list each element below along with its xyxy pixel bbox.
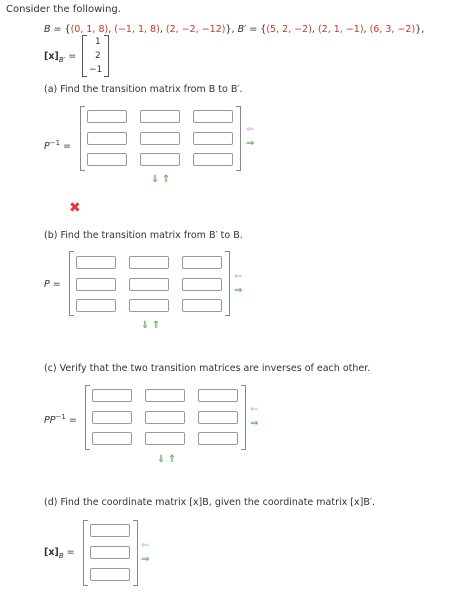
basis-comma: , bbox=[311, 24, 318, 35]
part-b-cell-1-3[interactable] bbox=[182, 256, 222, 269]
basis-b-vec3: (2, −2, −12) bbox=[165, 24, 226, 35]
part-c-matrix-label bbox=[44, 413, 77, 426]
part-c-bracket-right bbox=[241, 385, 246, 450]
part-b-bracket-left bbox=[69, 251, 74, 316]
part-a-cell-3-2[interactable] bbox=[140, 153, 180, 166]
part-c-pp-label: PP bbox=[44, 415, 56, 427]
basis-definition bbox=[44, 24, 424, 35]
coord-vector-value-2: 2 bbox=[95, 51, 101, 61]
part-b-remove-row-arrow-up-icon[interactable]: ⇑ bbox=[152, 320, 161, 331]
part-a-bracket-left bbox=[80, 106, 85, 171]
part-c-eq: = bbox=[65, 415, 77, 427]
coord-vector-value-1: 1 bbox=[95, 37, 101, 47]
part-c-cell-1-2[interactable] bbox=[145, 389, 185, 402]
part-b-eq: = bbox=[49, 279, 61, 290]
basis-comma: , bbox=[363, 24, 370, 35]
part-b-cell-1-2[interactable] bbox=[129, 256, 169, 269]
part-c-cell-3-2[interactable] bbox=[145, 432, 185, 445]
part-a-cell-2-1[interactable] bbox=[87, 132, 127, 145]
basis-bprime-label: B′ bbox=[237, 24, 247, 35]
part-b-cell-3-3[interactable] bbox=[182, 299, 222, 312]
part-b-question: (b) Find the transition matrix from B′ to B. bbox=[44, 230, 243, 241]
part-a-p-label: P bbox=[44, 141, 50, 153]
part-d-add-column-arrow-right-icon[interactable]: ⇒ bbox=[141, 554, 150, 565]
part-d-cell-1[interactable] bbox=[90, 524, 130, 537]
part-a-cell-2-2[interactable] bbox=[140, 132, 180, 145]
part-c-sup: −1 bbox=[55, 413, 66, 421]
part-a-matrix-label bbox=[44, 139, 71, 152]
part-c-cell-2-3[interactable] bbox=[198, 411, 238, 424]
part-a-add-row-arrow-down-icon[interactable]: ⇓ bbox=[151, 174, 160, 185]
part-c-remove-column-arrow-left-icon[interactable]: ⇐ bbox=[250, 404, 259, 415]
part-a-cell-2-3[interactable] bbox=[193, 132, 233, 145]
part-b-add-column-arrow-right-icon[interactable]: ⇒ bbox=[234, 285, 243, 296]
part-a-cell-3-1[interactable] bbox=[87, 153, 127, 166]
part-c-cell-2-1[interactable] bbox=[92, 411, 132, 424]
part-d-remove-column-arrow-left-icon[interactable]: ⇐ bbox=[141, 540, 150, 551]
coord-vector-bracket-left bbox=[82, 35, 87, 77]
part-b-bracket-right bbox=[225, 251, 230, 316]
basis-bprime-vec1: (5, 2, −2) bbox=[266, 24, 312, 35]
part-d-question: (d) Find the coordinate matrix [x]B, given the coordinate matrix [x]B′. bbox=[44, 497, 376, 508]
basis-close: }, bbox=[225, 24, 238, 35]
basis-b-vec2: (−1, 1, 8) bbox=[114, 24, 160, 35]
part-c-remove-row-arrow-up-icon[interactable]: ⇑ bbox=[168, 454, 177, 465]
part-a-sup: −1 bbox=[49, 139, 61, 147]
part-b-add-row-arrow-down-icon[interactable]: ⇓ bbox=[141, 320, 150, 331]
part-d-x-label: [x] bbox=[44, 547, 59, 558]
incorrect-x-icon: ✖ bbox=[69, 200, 81, 216]
intro-text: Consider the following. bbox=[6, 4, 121, 15]
part-d-eq: = bbox=[63, 547, 75, 558]
part-c-bracket-left bbox=[85, 385, 90, 450]
part-c-add-column-arrow-right-icon[interactable]: ⇒ bbox=[250, 418, 259, 429]
coord-vector-label bbox=[44, 51, 76, 64]
part-b-cell-2-3[interactable] bbox=[182, 278, 222, 291]
part-a-cell-3-3[interactable] bbox=[193, 153, 233, 166]
part-d-vector-label bbox=[44, 547, 75, 560]
part-c-cell-1-3[interactable] bbox=[198, 389, 238, 402]
part-c-add-row-arrow-down-icon[interactable]: ⇓ bbox=[157, 454, 166, 465]
coord-vector-bracket-right bbox=[104, 35, 109, 77]
coord-x-label: [x] bbox=[44, 51, 59, 62]
part-a-cell-1-2[interactable] bbox=[140, 110, 180, 123]
coord-sub-label: B′ bbox=[58, 55, 66, 64]
part-d-cell-3[interactable] bbox=[90, 568, 130, 581]
part-b-cell-1-1[interactable] bbox=[76, 256, 116, 269]
part-a-cell-1-1[interactable] bbox=[87, 110, 127, 123]
part-c-cell-3-1[interactable] bbox=[92, 432, 132, 445]
part-a-bracket-right bbox=[236, 106, 241, 171]
part-b-p-label: P bbox=[44, 279, 50, 290]
part-d-bracket-left bbox=[83, 520, 88, 586]
part-b-cell-3-1[interactable] bbox=[76, 299, 116, 312]
part-a-cell-1-3[interactable] bbox=[193, 110, 233, 123]
part-d-bracket-right bbox=[133, 520, 138, 586]
part-d-cell-2[interactable] bbox=[90, 546, 130, 559]
part-b-remove-column-arrow-left-icon[interactable]: ⇐ bbox=[234, 271, 243, 282]
basis-eq: = { bbox=[50, 24, 71, 35]
basis-bprime-vec2: (2, 1, −1) bbox=[317, 24, 364, 35]
coord-vector-value-3: −1 bbox=[89, 65, 103, 75]
part-a-question: (a) Find the transition matrix from B to B′. bbox=[44, 84, 243, 95]
part-c-cell-1-1[interactable] bbox=[92, 389, 132, 402]
part-c-cell-2-2[interactable] bbox=[145, 411, 185, 424]
part-a-add-column-arrow-right-icon[interactable]: ⇒ bbox=[246, 138, 255, 149]
basis-bprime-vec3: (6, 3, −2) bbox=[369, 24, 416, 35]
basis-comma: , bbox=[159, 24, 166, 35]
part-b-cell-2-2[interactable] bbox=[129, 278, 169, 291]
part-b-matrix-label bbox=[44, 279, 61, 290]
basis-eq2: = { bbox=[246, 24, 267, 35]
part-c-question: (c) Verify that the two transition matrices are inverses of each other. bbox=[44, 363, 371, 374]
basis-close2: }, bbox=[415, 24, 425, 35]
basis-b-label: B bbox=[44, 24, 51, 35]
part-a-eq: = bbox=[60, 141, 72, 153]
part-b-cell-2-1[interactable] bbox=[76, 278, 116, 291]
part-c-cell-3-3[interactable] bbox=[198, 432, 238, 445]
basis-b-vec1: (0, 1, 8) bbox=[70, 24, 109, 35]
coord-eq: = bbox=[65, 51, 77, 62]
part-a-remove-column-arrow-left-icon[interactable]: ⇐ bbox=[246, 124, 255, 135]
basis-comma: , bbox=[108, 24, 115, 35]
part-a-remove-row-arrow-up-icon[interactable]: ⇑ bbox=[162, 174, 171, 185]
part-b-cell-3-2[interactable] bbox=[129, 299, 169, 312]
part-d-sub-label: B bbox=[58, 551, 64, 560]
